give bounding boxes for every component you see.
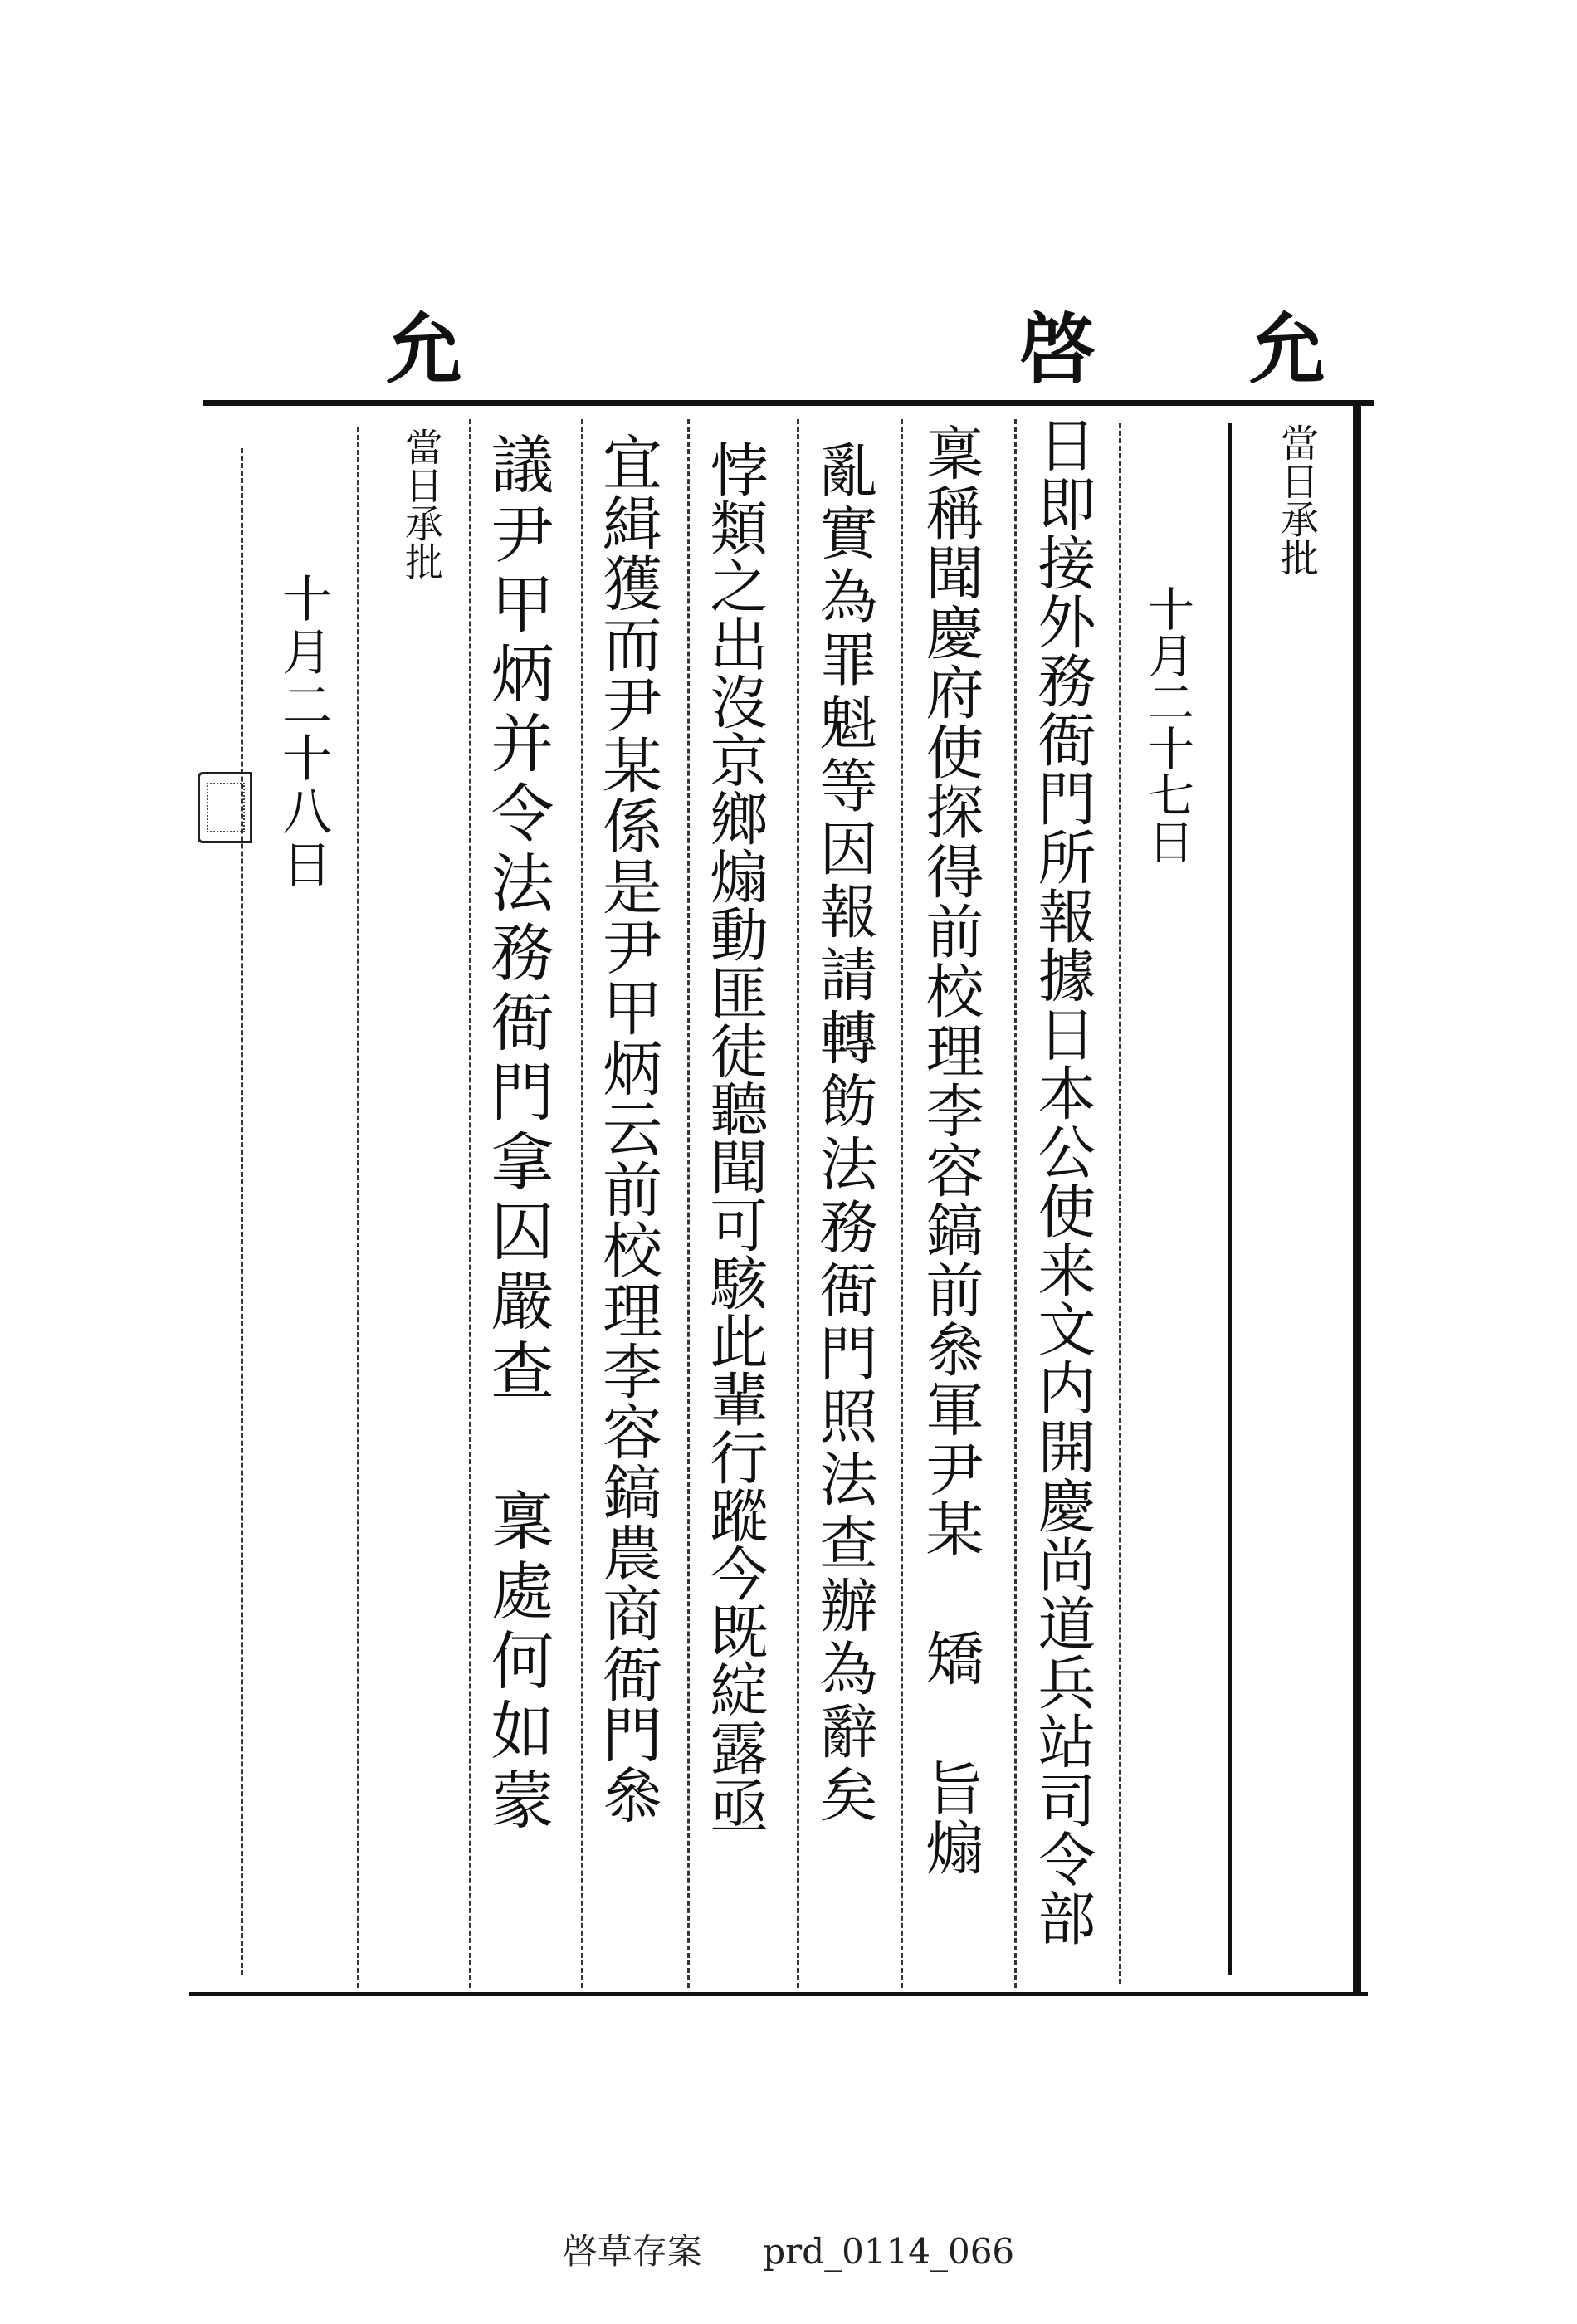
header-char-left: 允 (386, 305, 463, 394)
header-char-center: 啓 (1019, 305, 1096, 394)
rule-h (357, 427, 359, 1988)
footer-id: prd_0114_066 (763, 2231, 1015, 2272)
inner-right-rule (1228, 423, 1232, 1975)
text-column-2: 十月二十七日 (1140, 585, 1194, 864)
text-column-5: 亂實為罪魁等因報請轉飭法務衙門照法查辦為辭矣 (810, 440, 878, 1828)
text-column-3: 日即接外務衙門所報據日本公使来文内開慶尚道兵站司令部 (1028, 415, 1096, 1947)
right-border (1353, 403, 1361, 1996)
text-column-6: 悖類之出沒京鄉煽動匪徒聽聞可駭此輩行蹤今既綻露亟 (701, 440, 769, 1834)
text-column-9: 當日承批 (399, 427, 444, 580)
text-column-8: 議尹甲炳并令法務衙門拿囚嚴查 稟處何如蒙 (481, 432, 554, 1837)
seal-stamp (198, 772, 252, 843)
rule-f (581, 419, 583, 1988)
text-column-7: 宜緝獲而尹某係是尹甲炳云前校理李容鎬農商衙門叅 (593, 432, 662, 1825)
rule-d (797, 419, 799, 1988)
footer-caption (0, 2224, 1577, 2274)
rule-c (901, 419, 903, 1988)
rule-a (1119, 423, 1121, 1984)
rule-e (687, 419, 690, 1988)
text-column-10: 十月二十八日 (274, 573, 332, 891)
top-rule (203, 400, 1374, 406)
header-char-right: 允 (1249, 305, 1326, 394)
rule-g (469, 419, 471, 1988)
rule-i (241, 448, 243, 1975)
text-column-1: 當日承批 (1275, 423, 1320, 576)
footer-title: 啓草存案 (562, 2231, 702, 2272)
rule-b (1014, 419, 1017, 1988)
text-column-4: 稟稱聞慶府使探得前校理李容鎬前叅軍尹某 矯 旨煽 (916, 423, 984, 1877)
bottom-rule (189, 1992, 1368, 1996)
